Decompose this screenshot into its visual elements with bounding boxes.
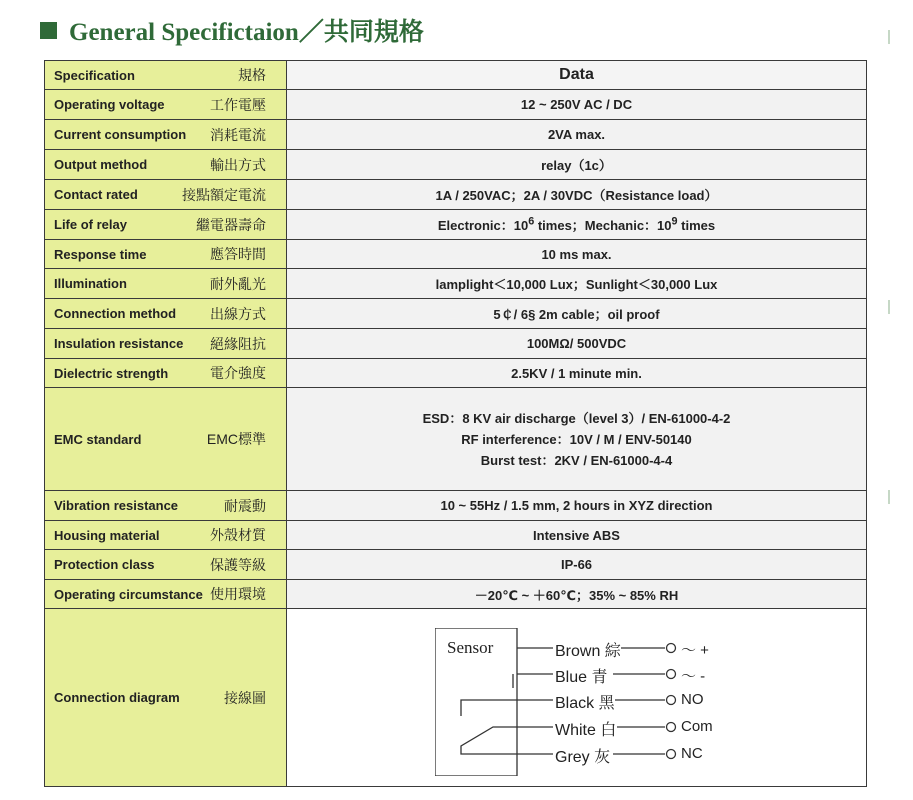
row-label-cell — [45, 580, 287, 609]
row-value-cell: 12 ~ 250V AC / DC — [287, 90, 867, 120]
row-value-cell: lamplight＜10,000 Lux；Sunlight＜30,000 Lux — [287, 269, 867, 299]
row-label-en: Illumination — [54, 276, 127, 291]
table-row — [45, 550, 867, 580]
decorative-mark — [888, 490, 890, 504]
wire-label: Brown 綜 — [555, 643, 621, 660]
diagram-cell — [287, 609, 867, 787]
row-label-cell — [45, 120, 287, 150]
terminal-label: ～ - — [681, 668, 706, 685]
terminal-label: NC — [681, 745, 703, 762]
table-row — [45, 120, 867, 150]
row-label-cell — [45, 491, 287, 521]
header-label-zh: 規格 — [238, 67, 266, 83]
row-label-cell — [45, 269, 287, 299]
table-row — [45, 269, 867, 299]
header-label-cell — [45, 61, 287, 90]
row-label-cell — [45, 299, 287, 329]
row-label-zh: 工作電壓 — [210, 96, 266, 113]
table-row — [45, 359, 867, 388]
row-value-cell: 1A / 250VAC；2A / 30VDC（Resistance load） — [287, 180, 867, 210]
row-value-cell: 2.5KV / 1 minute min. — [287, 359, 867, 388]
row-label-en: Current consumption — [54, 127, 187, 142]
row-label-en: Output method — [54, 157, 148, 172]
row-label-zh: 電介強度 — [210, 365, 266, 381]
row-label-cell — [45, 609, 287, 787]
row-label-cell — [45, 388, 287, 491]
relay-no-path — [461, 700, 513, 716]
table-header-row — [45, 61, 867, 90]
row-label-cell — [45, 180, 287, 210]
table-row — [45, 580, 867, 609]
row-value-cell: relay（1c） — [287, 150, 867, 180]
row-label-zh: 出線方式 — [210, 305, 266, 322]
wire-label: Grey 灰 — [555, 749, 611, 766]
terminal-label: Com — [681, 718, 713, 735]
row-label-zh: 保護等級 — [210, 556, 266, 573]
table-row — [45, 210, 867, 240]
row-label-zh: 耐震動 — [224, 497, 266, 514]
row-value-cell: －20℃ ~ ＋60℃；35% ~ 85% RH — [287, 580, 867, 609]
terminal-icon — [667, 723, 676, 732]
row-label-cell — [45, 521, 287, 550]
row-label-cell — [45, 359, 287, 388]
row-label-en: Life of relay — [54, 217, 127, 232]
row-label-en: Insulation resistance — [54, 336, 184, 351]
row-label-cell — [45, 150, 287, 180]
terminal-icon — [667, 670, 676, 679]
header-value-cell: Data — [287, 61, 867, 90]
row-label-zh: 使用環境 — [210, 586, 266, 602]
row-value-cell: 10 ~ 55Hz / 1.5 mm, 2 hours in XYZ direction — [287, 491, 867, 521]
row-label-zh: 耐外亂光 — [210, 275, 266, 292]
row-label-en: Vibration resistance — [54, 498, 179, 513]
table-row — [45, 240, 867, 269]
row-label-cell — [45, 329, 287, 359]
table-row — [45, 491, 867, 521]
row-label-en: Dielectric strength — [54, 365, 169, 381]
table-row — [45, 90, 867, 120]
spec-table — [44, 60, 867, 787]
row-label-cell — [45, 210, 287, 240]
row-label-cell — [45, 550, 287, 580]
row-label-cell — [45, 240, 287, 269]
row-label-zh: 接線圖 — [224, 689, 266, 706]
table-row — [45, 150, 867, 180]
table-row — [45, 521, 867, 550]
wire-label: White 白 — [555, 722, 617, 739]
row-label-zh: 外殼材質 — [210, 527, 266, 543]
title-text: General Specifictaion／共同規格 — [69, 19, 424, 46]
decorative-mark — [888, 300, 890, 314]
row-value-cell: 5￠/ 6§ 2m cable；oil proof — [287, 299, 867, 329]
wire-label: Black 黑 — [555, 695, 615, 712]
row-label-en: Protection class — [54, 557, 155, 572]
row-label-en: Operating voltage — [54, 97, 165, 112]
emc-line: RF interference：10V / M / ENV-50140 — [461, 431, 692, 447]
table-row — [45, 329, 867, 359]
header-label-en: Specification — [54, 67, 135, 83]
row-value-cell: Intensive ABS — [287, 521, 867, 550]
row-value-cell: 100MΩ/ 500VDC — [287, 329, 867, 359]
wire-label: Blue 青 — [555, 669, 608, 686]
row-label-en: Connection diagram — [54, 690, 180, 705]
row-value-cell: Electronic：$10^6$ times；Mechanic：$10^9$ times — [287, 210, 867, 240]
row-label-zh: 繼電器壽命 — [196, 216, 266, 233]
row-label-en: Response time — [54, 246, 147, 262]
row-label-en: Contact rated — [54, 187, 138, 202]
row-value-cell: 10 ms max. — [287, 240, 867, 269]
row-label-zh: 輸出方式 — [210, 156, 266, 173]
decorative-mark — [888, 30, 890, 44]
row-label-en: Operating circumstance — [54, 586, 203, 602]
table-row — [45, 180, 867, 210]
relay-contact-path — [461, 727, 513, 754]
table-row-diagram — [45, 609, 867, 787]
terminal-label: ～ + — [681, 642, 709, 659]
sensor-label: Sensor — [447, 638, 494, 657]
row-label-en: EMC standard — [54, 431, 142, 447]
terminal-icon — [667, 750, 676, 759]
terminal-icon — [667, 644, 676, 653]
emc-line: Burst test：2KV / EN-61000-4-4 — [480, 452, 673, 468]
table-row — [45, 299, 867, 329]
terminal-label: NO — [681, 691, 704, 708]
row-label-zh: 消耗電流 — [210, 126, 266, 143]
row-label-cell — [45, 90, 287, 120]
row-label-zh: EMC標準 — [206, 431, 266, 447]
emc-value-cell — [287, 388, 867, 491]
row-label-zh: 絕緣阻抗 — [210, 335, 266, 352]
row-label-zh: 接點額定電流 — [182, 186, 266, 203]
row-label-en: Connection method — [54, 306, 177, 321]
page-title — [40, 12, 424, 48]
title-square-icon — [40, 22, 57, 39]
table-row-emc — [45, 388, 867, 491]
row-value-cell: IP-66 — [287, 550, 867, 580]
row-label-zh: 應答時間 — [210, 246, 266, 262]
emc-line: ESD：8 KV air discharge（level 3）/ EN-61000-4-2 — [422, 410, 731, 426]
row-value-cell: 2VA max. — [287, 120, 867, 150]
terminal-icon — [667, 696, 676, 705]
connection-diagram — [435, 628, 735, 776]
row-label-en: Housing material — [54, 527, 160, 543]
